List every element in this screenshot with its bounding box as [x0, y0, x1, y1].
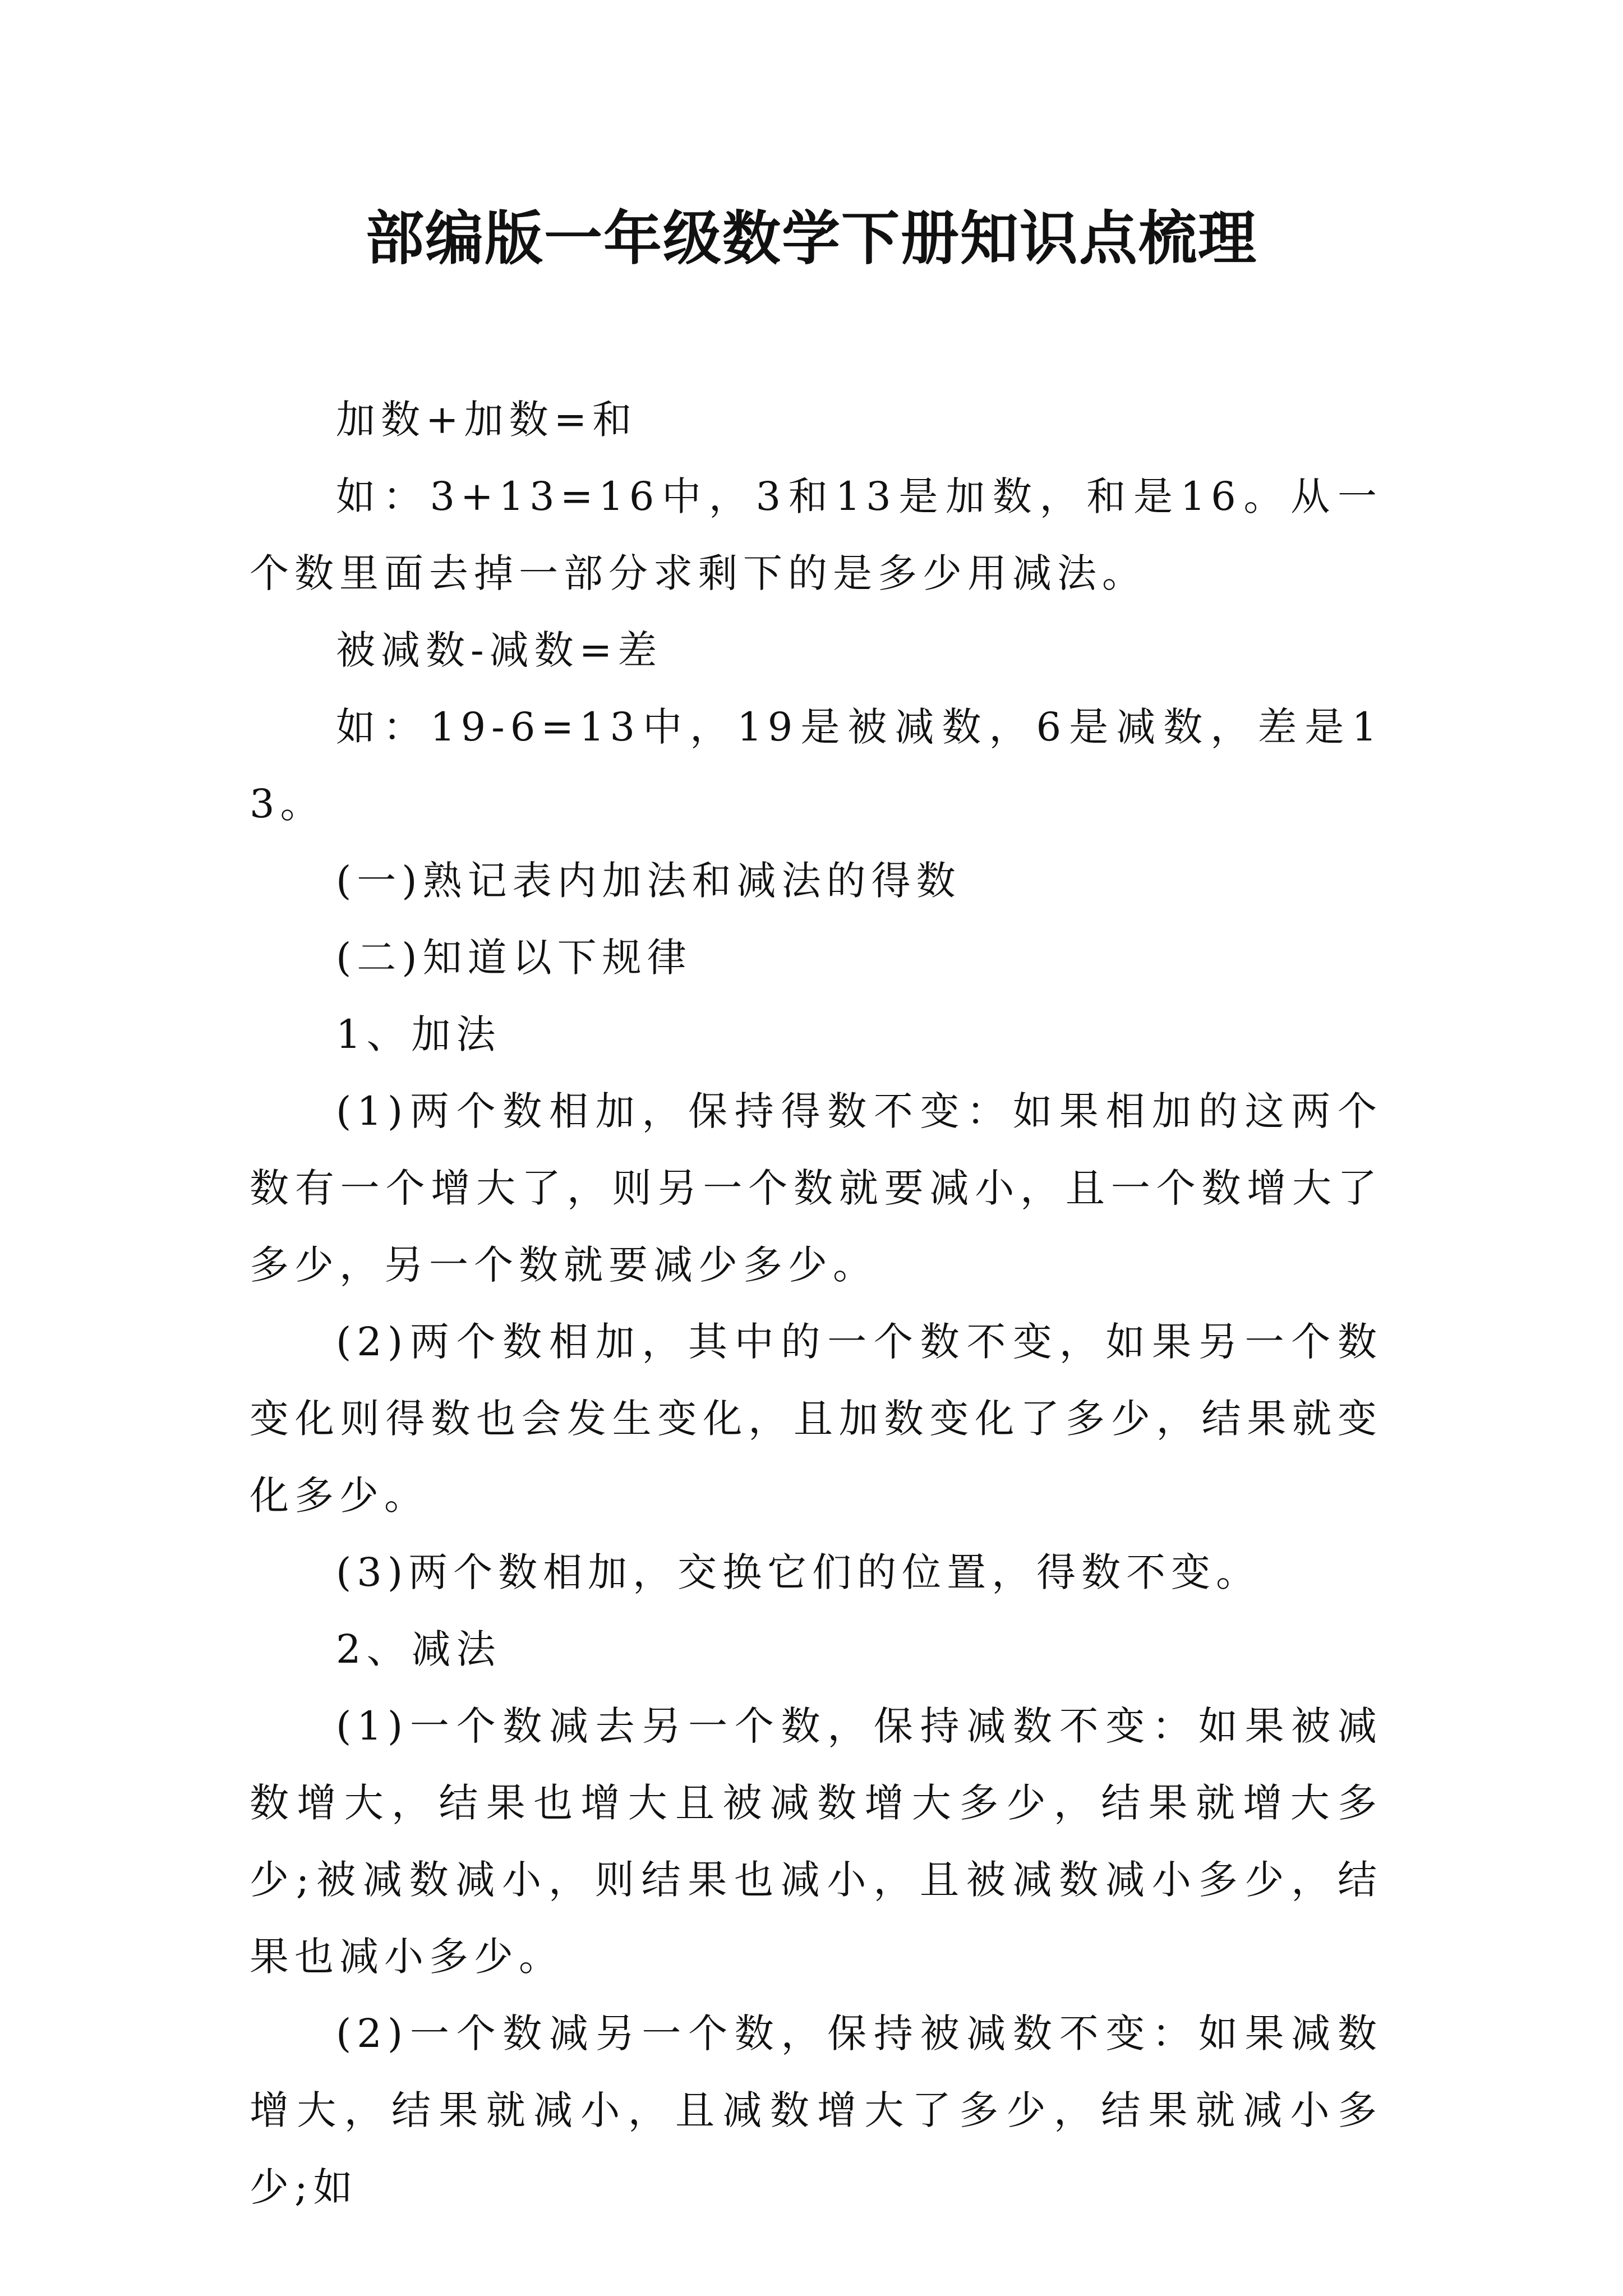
paragraph-subtraction-example: 如：19-6=13中，19是被减数，6是减数，差是13。 — [250, 704, 1382, 827]
document-body — [250, 381, 1382, 2226]
subheading-subtraction: 2、减法 — [336, 1626, 501, 1672]
addition-rule-3: (3)两个数相加，交换它们的位置，得数不变。 — [336, 1549, 1261, 1595]
paragraph-subtraction-formula: 被减数-减数=差 — [336, 627, 663, 673]
subtraction-rule-1: (1)一个数减去另一个数，保持减数不变：如果被减数增大，结果也增大且被减数增大多少，结果就增大多少;被减数减小，则结果也减小，且被减数减小多少，结果也减小多少。 — [250, 1703, 1382, 1980]
addition-rule-2: (2)两个数相加，其中的一个数不变，如果另一个数变化则得数也会发生变化，且加数变化了多少，结果就变化多少。 — [250, 1319, 1382, 1519]
section-heading-two: (二)知道以下规律 — [336, 935, 692, 981]
subheading-addition: 1、加法 — [336, 1011, 501, 1057]
subtraction-rule-2: (2)一个数减另一个数，保持被减数不变：如果减数增大，结果就减小，且减数增大了多少，结果就减小多少;如 — [250, 2010, 1382, 2210]
paragraph-addition-example: 如：3+13=16中，3和13是加数，和是16。从一个数里面去掉一部分求剩下的是多少用减法。 — [250, 473, 1382, 596]
addition-rule-1: (1)两个数相加，保持得数不变：如果相加的这两个数有一个增大了，则另一个数就要减小，且一个数增大了多少，另一个数就要减少多少。 — [250, 1088, 1382, 1288]
section-heading-one: (一)熟记表内加法和减法的得数 — [336, 858, 961, 904]
paragraph-addition-formula: 加数+加数=和 — [336, 397, 638, 443]
document-title: 部编版一年级数学下册知识点梳理 — [365, 204, 1257, 273]
